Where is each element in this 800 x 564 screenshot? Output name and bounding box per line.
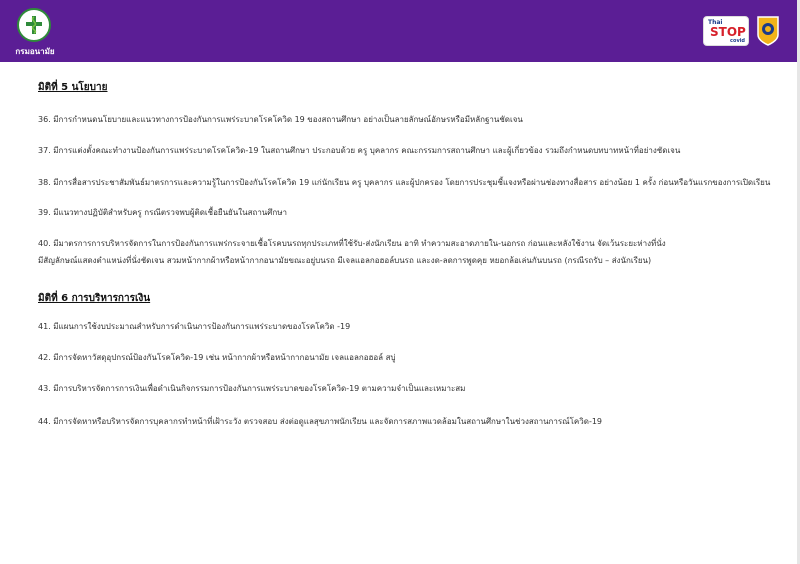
badge-main-text: STOP [710,25,746,39]
health-emblem-icon [17,8,51,42]
badge-tag-text: covid [730,38,745,44]
list-item: 36. มีการกำหนดนโยบายและแนวทางการป้องกันการแพร่ระบาดโรคโควิด 19 ของสถานศึกษา อย่างเป็นลายลักษณ์อักษรหรือมีหลักฐานชัดเจน [38,115,523,124]
list-item: 38. มีการสื่อสารประชาสัมพันธ์มาตรการและความรู้ในการป้องกันโรคโควิด 19 แก่นักเรียน ครู บุคลากร และผู้ปกครอง โดยการประชุมชี้แจงหรือผ่านช่องทางสื่อสาร อย่างน้อย 1 ครั้ง ก่อนหรือวันแรกของการเปิดเรียน [38,178,771,187]
thai-stop-covid-badge [703,16,749,46]
list-item: 42. มีการจัดหาวัสดุอุปกรณ์ป้องกันโรคโควิด-19 เช่น หน้ากากผ้าหรือหน้ากากอนามัย เจลแอลกอฮอล์ สบู่ [38,353,396,362]
list-item: 37. มีการแต่งตั้งคณะทำงานป้องกันการแพร่ระบาดโรคโควิด-19 ในสถานศึกษา ประกอบด้วย ครู บุคลากร คณะกรรมการสถานศึกษา และผู้เกี่ยวข้อง รวมถึงกำหนดบทบาทหน้าที่อย่างชัดเจน [38,146,681,155]
section-heading-finance: มิติที่ 6 การบริหารการเงิน [38,293,151,304]
list-item: 44. มีการจัดหาหรือบริหารจัดการบุคลากรทำหน้าที่เฝ้าระวัง ตรวจสอบ ส่งต่อดูแลสุขภาพนักเรียน และจัดการสภาพแวดล้อมในสถานศึกษาในช่วงสถานการณ์โควิด-19 [38,417,603,426]
logo-label: กรมอนามัย [15,47,55,56]
list-item: 43. มีการบริหารจัดการการเงินเพื่อดำเนินกิจกรรมการป้องกันการแพร่ระบาดของโรคโควิด-19 ตามความจำเป็นและเหมาะสม [38,384,466,393]
section-heading-policy: มิติที่ 5 นโยบาย [38,82,108,93]
list-item: 39. มีแนวทางปฏิบัติสำหรับครู กรณีตรวจพบผู้ติดเชื้อยืนยันในสถานศึกษา [38,208,287,217]
ministry-crest-icon [756,15,780,47]
header-bar [0,0,800,62]
list-item: 40. มีมาตรการการบริหารจัดการในการป้องกันการแพร่กระจายเชื้อโรคบนรถทุกประเภทที่ใช้รับ-ส่งนักเรียน อาทิ ทำความสะอาดภายใน-นอกรถ ก่อนและหลังใช้งาน จัดเว้นระยะห่างที่นั่ง [38,239,666,248]
list-item-continuation: มีสัญลักษณ์แสดงตำแหน่งที่นั่งชัดเจน สวมหน้ากากผ้าหรือหน้ากากอนามัยขณะอยู่บนรถ มีเจลแอลกอฮอล์บนรถ และงด-ลดการพูดคุย หยอกล้อเล่นกันบนรถ (กรณีรถรับ – ส่งนักเรียน) [38,256,652,265]
list-item: 41. มีแผนการใช้งบประมาณสำหรับการดำเนินการป้องกันการแพร่ระบาดของโรคโควิด -19 [38,322,351,331]
badge-small-text: Thai [708,19,723,26]
department-logo [8,5,62,59]
